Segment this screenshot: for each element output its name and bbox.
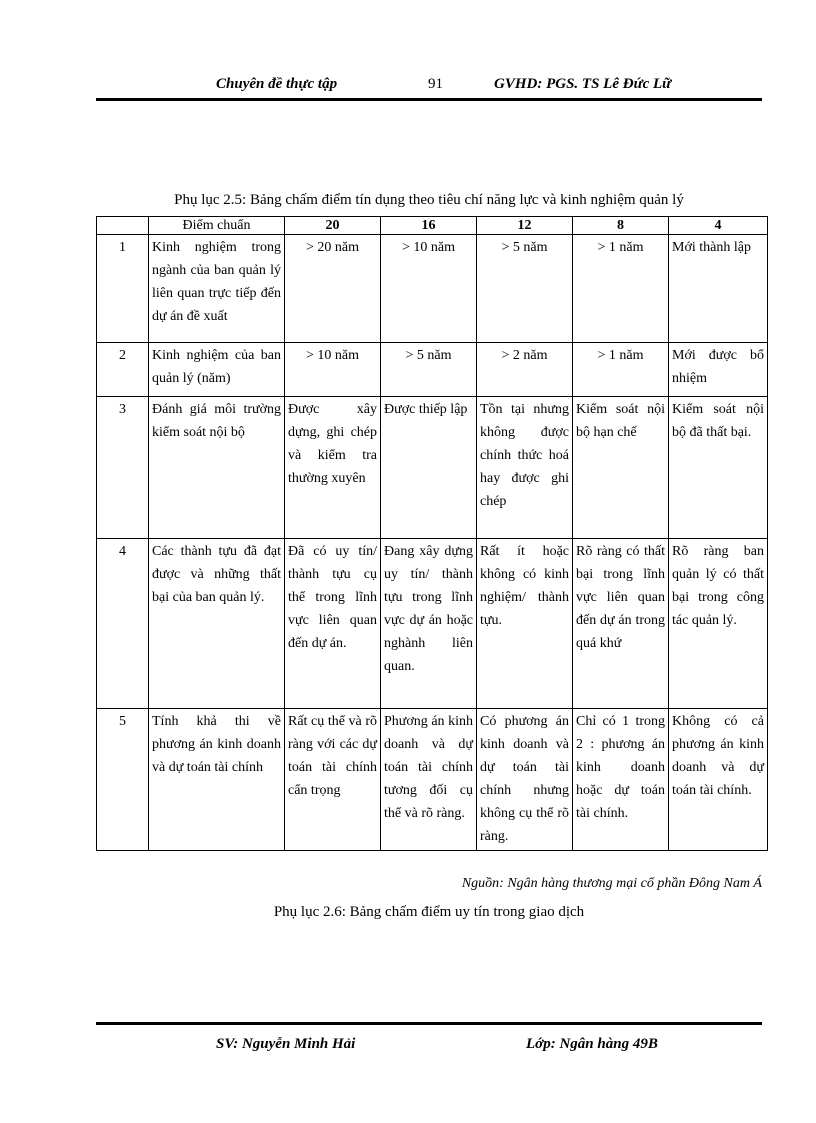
table-row [97,397,768,539]
footer-left: SV: Nguyễn Minh Hải [216,1036,356,1052]
row-number: 5 [97,709,149,851]
score-cell: Mới được bổ nhiệm [669,343,768,397]
criterion-cell: Kinh nghiệm trong ngành của ban quản lý liên quan trực tiếp đến dự án đề xuất [149,235,285,343]
table-row [97,709,768,851]
score-cell: Đang xây dựng uy tín/ thành tựu trong lĩnh vực dự án hoặc nghành liên quan. [381,539,477,709]
header-left: Chuyên đề thực tập [216,76,338,92]
header-right: GVHD: PGS. TS Lê Đức Lữ [494,76,672,92]
row-number: 1 [97,235,149,343]
score-cell: > 5 năm [477,235,573,343]
table-title: Phụ lục 2.5: Bảng chấm điểm tín dụng theo tiêu chí năng lực và kinh nghiệm quản lý [174,192,684,208]
score-cell: Rất cụ thể và rõ ràng với các dự toán tài chính cẩn trọng [285,709,381,851]
score-cell: Được thiếp lập [381,397,477,539]
score-cell: > 20 năm [285,235,381,343]
score-cell: Rõ ràng ban quản lý có thất bại trong công tác quản lý. [669,539,768,709]
footer-rule [96,1022,762,1025]
score-cell: Kiểm soát nội bộ đã thất bại. [669,397,768,539]
score-cell: Phương án kinh doanh và dự toán tài chính tương đối cụ thể và rõ ràng. [381,709,477,851]
table-row [97,539,768,709]
footer-right: Lớp: Ngân hàng 49B [526,1036,658,1052]
header-cell: 4 [669,217,768,235]
score-cell: > 10 năm [381,235,477,343]
table-row [97,343,768,397]
table-row [97,235,768,343]
header-cell: 12 [477,217,573,235]
header-cell: 20 [285,217,381,235]
score-cell: Chỉ có 1 trong 2 : phương án kinh doanh hoặc dự toán tài chính. [573,709,669,851]
row-number: 2 [97,343,149,397]
criterion-cell: Kinh nghiệm của ban quản lý (năm) [149,343,285,397]
header-cell: 16 [381,217,477,235]
score-cell: Rõ ràng có thất bại trong lĩnh vực liên quan đến dự án trong quá khứ [573,539,669,709]
score-cell: Mới thành lập [669,235,768,343]
score-cell: > 1 năm [573,235,669,343]
score-cell: Được xây dựng, ghi chép và kiểm tra thường xuyên [285,397,381,539]
score-cell: Rất ít hoặc không có kinh nghiệm/ thành tựu. [477,539,573,709]
criterion-cell: Đánh giá môi trường kiểm soát nội bộ [149,397,285,539]
row-number: 4 [97,539,149,709]
score-cell: Đã có uy tín/ thành tựu cụ thể trong lĩnh vực liên quan đến dự án. [285,539,381,709]
score-cell: > 5 năm [381,343,477,397]
score-cell: Tồn tại nhưng không được chính thức hoá hay được ghi chép [477,397,573,539]
header-cell: 8 [573,217,669,235]
source-note: Nguồn: Ngân hàng thương mại cổ phần Đông Nam Á [461,876,762,891]
score-cell: Kiểm soát nội bộ hạn chế [573,397,669,539]
score-cell: > 1 năm [573,343,669,397]
page-number: 91 [428,76,443,92]
score-cell: Không có cả phương án kinh doanh và dự toán tài chính. [669,709,768,851]
next-table-title: Phụ lục 2.6: Bảng chấm điểm uy tín trong giao dịch [273,904,585,920]
criterion-cell: Các thành tựu đã đạt được và những thất bại của ban quản lý. [149,539,285,709]
table-header-row [97,217,768,235]
score-cell: Có phương án kinh doanh và dự toán tài chính nhưng không cụ thể rõ ràng. [477,709,573,851]
score-cell: > 2 năm [477,343,573,397]
header-cell [97,217,149,235]
row-number: 3 [97,397,149,539]
header-rule [96,98,762,101]
criterion-cell: Tính khả thi về phương án kinh doanh và dự toán tài chính [149,709,285,851]
header-cell: Điểm chuẩn [149,217,285,235]
score-cell: > 10 năm [285,343,381,397]
credit-score-table [96,216,768,851]
